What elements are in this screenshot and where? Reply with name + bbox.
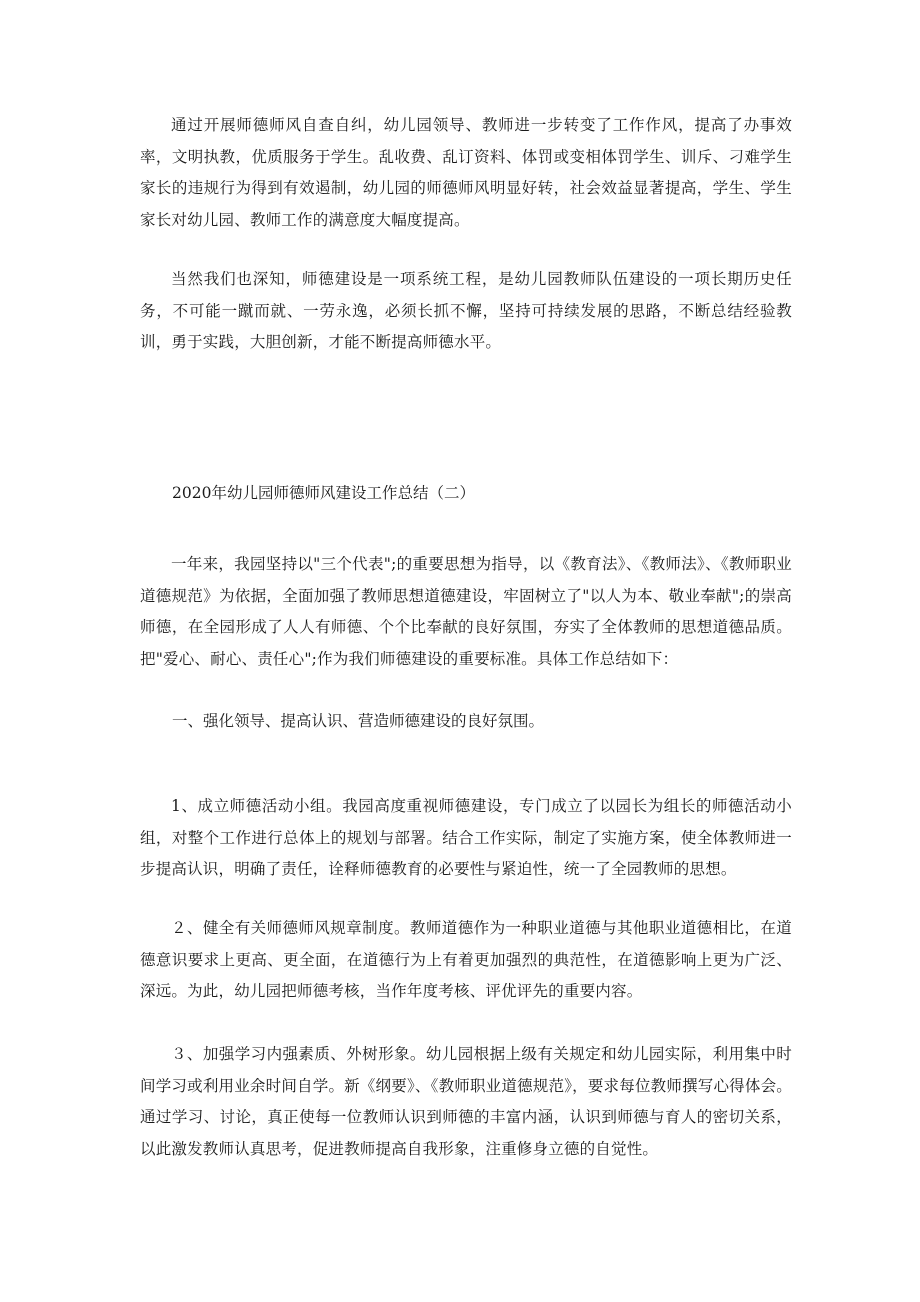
- subheading-strengthen-leadership: 一、强化领导、提高认识、营造师德建设的良好氛围。: [172, 712, 545, 730]
- paragraph-self-inspection-results: 通过开展师德师风自查自纠，幼儿园领导、教师进一步转变了工作作风，提高了办事效率，文明执教，优质服务于学生。乱收费、乱订资料、体罚或变相体罚学生、训斥、刁难学生家长的违规行为得到有效遏制，幼儿园的师德师风明显好转，社会效益显著提高，学生、学生家长对幼儿园、教师工作的满意度大幅度提高。: [140, 116, 792, 229]
- paragraph-introduction: 一年来，我园坚持以"三个代表";的重要思想为指导，以《教育法》、《教师法》、《教师职业道德规范》为依据，全面加强了教师思想道德建设，牢固树立了"以人为本、敬业奉献";的崇高师德，在全园形成了人人有师德、个个比奉献的良好氛围，夯实了全体教师的思想道德品质。把"爱心、耐心、责任心";作为我们师德建设的重要标准。具体工作总结如下：: [140, 555, 792, 668]
- paragraph-long-term-task: 当然我们也深知，师德建设是一项系统工程，是幼儿园教师队伍建设的一项长期历史任务，不可能一蹴而就、一劳永逸，必须长抓不懈，坚持可持续发展的思路，不断总结经验教训，勇于实践，大胆创新，才能不断提高师德水平。: [140, 270, 792, 351]
- section-title: 2020年幼儿园师德师风建设工作总结（二）: [172, 484, 475, 502]
- paragraph-item-3: ３、加强学习内强素质、外树形象。幼儿园根据上级有关规定和幼儿园实际，利用集中时间学习或利用业余时间自学。新《纲要》、《教师职业道德规范》，要求每位教师撰写心得体会。通过学习、讨论，真正使每一位教师认识到师德的丰富内涵，认识到师德与育人的密切关系，以此激发教师认真思考，促进教师提高自我形象，注重修身立德的自觉性。: [140, 1045, 792, 1158]
- paragraph-item-2: ２、健全有关师德师风规章制度。教师道德作为一种职业道德与其他职业道德相比，在道德意识要求上更高、更全面，在道德行为上有着更加强烈的典范性，在道德影响上更为广泛、深远。为此，幼儿园把师德考核，当作年度考核、评优评先的重要内容。: [140, 919, 792, 1000]
- paragraph-item-1: 1、成立师德活动小组。我园高度重视师德建设，专门成立了以园长为组长的师德活动小组，对整个工作进行总体上的规划与部署。结合工作实际，制定了实施方案，使全体教师进一步提高认识，明确了责任，诠释师德教育的必要性与紧迫性，统一了全园教师的思想。: [140, 797, 792, 878]
